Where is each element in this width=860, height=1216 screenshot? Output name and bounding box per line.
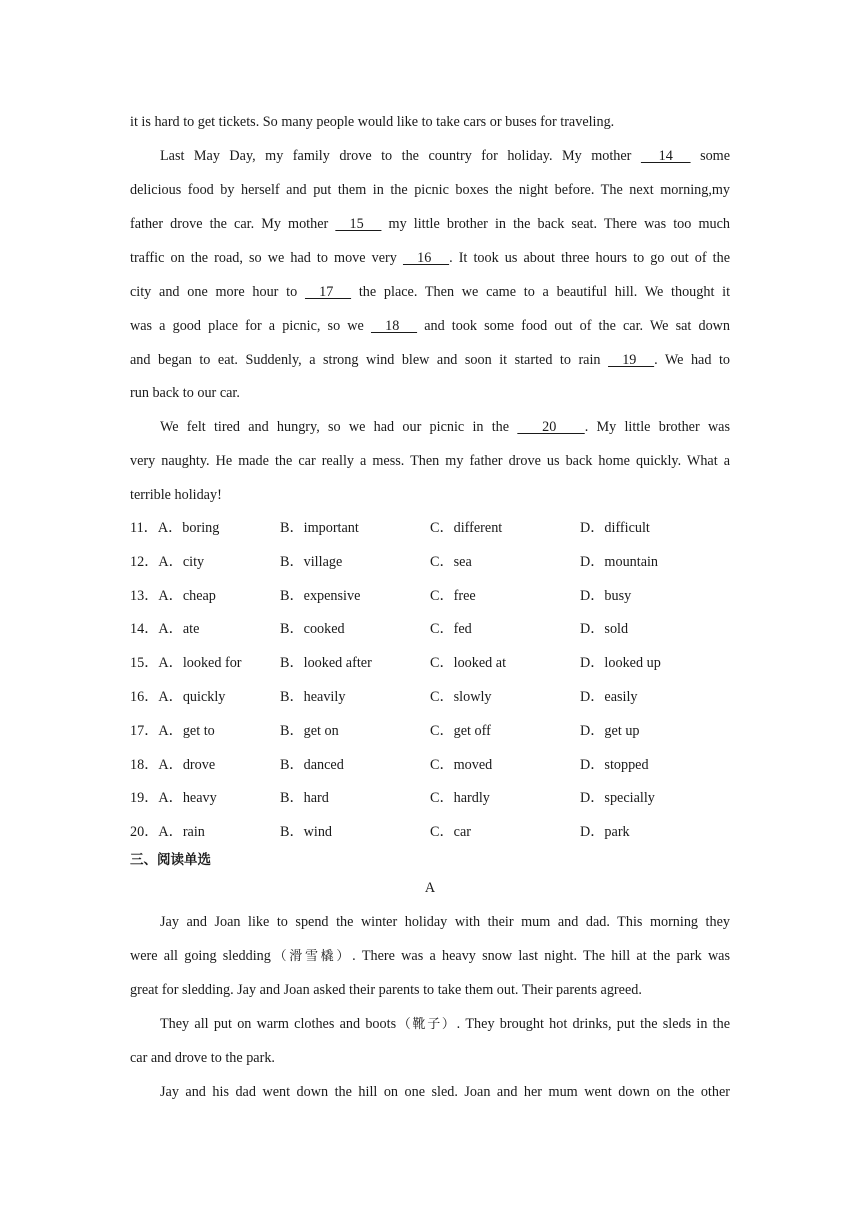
option-cell (580, 788, 655, 808)
passage-text: father drove the car. My mother (130, 216, 329, 232)
blank-19: 19 (608, 352, 655, 368)
option-cell (130, 619, 199, 639)
option-a: A．quickly (158, 689, 226, 705)
reading-text: Jay and his dad went down the hill on one sled. Joan and her mum went down on the other (160, 1084, 730, 1100)
passage-line (130, 316, 730, 336)
option-c: C．free (430, 587, 476, 604)
option-cell (280, 822, 332, 842)
option-b: B．village (280, 553, 343, 570)
option-cell (430, 788, 490, 808)
option-cell (430, 721, 491, 741)
question-number: 14． (130, 621, 159, 638)
option-c: C．car (430, 824, 471, 841)
passage-text: it is hard to get tickets. So many people would like to take cars or buses for traveling. (130, 114, 615, 130)
option-a: A．city (158, 553, 205, 570)
option-cell (280, 619, 345, 639)
chinese-gloss: （滑雪橇） (270, 949, 353, 964)
option-c: C．moved (430, 756, 493, 773)
option-cell (280, 687, 345, 707)
option-cell (280, 653, 372, 673)
blank-17: 17 (304, 284, 352, 300)
question-row (130, 518, 730, 538)
option-cell (130, 653, 242, 673)
reading-text: They all put on warm clothes and boots (160, 1016, 397, 1032)
passage-line (130, 485, 730, 505)
question-row (130, 755, 730, 775)
passage-text: terrible holiday! (130, 487, 222, 503)
option-cell (430, 653, 506, 673)
passage-text: some (700, 148, 731, 164)
question-number: 17． (130, 722, 159, 739)
reading-line (160, 912, 730, 932)
option-b: B．hard (280, 790, 329, 807)
option-d: D．sold (580, 621, 629, 638)
option-cell (580, 721, 640, 741)
option-cell (130, 552, 204, 572)
reading-text: great for sledding. Jay and Joan asked their parents to take them out. Their parents agreed. (130, 982, 642, 998)
option-b: B．get on (280, 722, 339, 739)
passage-line (130, 350, 730, 370)
option-cell (280, 586, 360, 606)
option-d: D．busy (580, 587, 632, 604)
option-b: B．looked after (280, 655, 372, 672)
option-d: D．difficult (580, 520, 650, 536)
passage-line (130, 282, 730, 302)
option-cell (430, 755, 492, 775)
passage-line (130, 451, 730, 471)
option-b: B．expensive (280, 587, 361, 604)
option-d: D．park (580, 824, 630, 841)
option-cell (430, 822, 471, 842)
passage-text: traffic on the road, so we had to move very (130, 250, 397, 266)
option-cell (280, 721, 339, 741)
option-cell (130, 518, 219, 538)
option-d: D．get up (580, 722, 640, 739)
question-number: 13． (130, 587, 159, 604)
passage-text: very naughty. He made the car really a mess. Then my father drove us back home quickly. What a (130, 453, 730, 469)
passage-line (160, 146, 730, 166)
option-cell (280, 755, 344, 775)
passage-text: Last May Day, my family drove to the country for holiday. My mother (160, 148, 632, 164)
passage-text: my little brother in the back seat. There was too much (388, 216, 730, 232)
question-row (130, 552, 730, 572)
option-cell (430, 552, 472, 572)
blank-16: 16 (402, 250, 450, 266)
reading-line (130, 946, 730, 966)
passage-text: . My little brother was (584, 419, 731, 435)
option-d: D．easily (580, 689, 638, 705)
passage-text: was a good place for a picnic, so we (130, 318, 364, 334)
option-c: C．hardly (430, 790, 490, 807)
passage-line (130, 214, 730, 234)
option-cell (130, 822, 205, 842)
option-c: C．different (430, 520, 503, 536)
option-cell (430, 586, 476, 606)
option-cell (580, 518, 650, 538)
reading-text: . There was a heavy snow last night. The hill at the park was (352, 948, 731, 964)
option-a: A．cheap (158, 587, 216, 604)
option-a: A．ate (158, 621, 200, 638)
option-b: B．heavily (280, 689, 346, 705)
reading-line (130, 980, 730, 1000)
option-b: B．wind (280, 824, 333, 841)
chinese-gloss: （靴子） (396, 1017, 457, 1032)
section-title: 三、阅读单选 (130, 852, 211, 868)
option-cell (580, 586, 631, 606)
reading-text: . They brought hot drinks, put the sleds in the (456, 1016, 730, 1032)
passage-line (130, 248, 730, 268)
reading-text: were all going sledding (130, 948, 271, 964)
option-cell (430, 619, 472, 639)
option-d: D．stopped (580, 756, 649, 773)
passage-text: . It took us about three hours to go out of the (449, 250, 730, 266)
passage-line (130, 180, 730, 200)
question-number: 20． (130, 824, 159, 841)
option-b: B．important (280, 520, 359, 536)
question-row (130, 822, 730, 842)
option-d: D．mountain (580, 553, 659, 570)
blank-14: 14 (640, 148, 691, 164)
option-b: B．danced (280, 756, 344, 773)
option-cell (130, 721, 215, 741)
option-cell (580, 552, 658, 572)
option-cell (580, 822, 630, 842)
option-d: D．looked up (580, 655, 661, 672)
option-c: C．get off (430, 722, 491, 739)
question-number: 15． (130, 655, 159, 672)
option-a: A．drove (158, 756, 216, 773)
option-cell (430, 518, 502, 538)
passage-line (160, 417, 730, 437)
passage-text: delicious food by herself and put them in the picnic boxes the night before. The next morning,my (130, 182, 730, 198)
passage-line (130, 383, 730, 403)
option-cell (280, 518, 359, 538)
reading-line (160, 1014, 730, 1034)
option-cell (130, 755, 215, 775)
passage-text: run back to our car. (130, 385, 240, 401)
reading-line (130, 1048, 730, 1068)
reading-text: car and drove to the park. (130, 1050, 275, 1066)
passage-text: city and one more hour to (130, 284, 298, 300)
reading-line (160, 1082, 730, 1102)
question-number: 11． (130, 520, 158, 536)
option-c: C．slowly (430, 689, 492, 705)
passage-text: and began to eat. Suddenly, a strong wind blew and soon it started to rain (130, 352, 601, 368)
passage-text: . We had to (654, 352, 730, 368)
option-b: B．cooked (280, 621, 345, 638)
question-number: 16． (130, 689, 159, 705)
option-cell (130, 788, 217, 808)
option-a: A．get to (158, 722, 215, 739)
blank-20: 20 (517, 419, 585, 435)
blank-15: 15 (335, 216, 382, 232)
option-cell (430, 687, 492, 707)
blank-18: 18 (370, 318, 418, 334)
passage-text: and took some food out of the car. We sat down (424, 318, 731, 334)
option-cell (580, 619, 628, 639)
question-row (130, 721, 730, 741)
option-c: C．fed (430, 621, 472, 638)
option-c: C．sea (430, 553, 472, 570)
option-cell (580, 687, 638, 707)
question-number: 18． (130, 756, 159, 773)
option-d: D．specially (580, 790, 655, 807)
question-row (130, 619, 730, 639)
passage-label: A (424, 880, 436, 896)
passage-line (130, 112, 730, 132)
option-a: A．looked for (158, 655, 242, 672)
question-row (130, 586, 730, 606)
question-number: 12． (130, 553, 159, 570)
option-cell (130, 687, 225, 707)
option-cell (130, 586, 216, 606)
question-row (130, 653, 730, 673)
option-a: A．rain (158, 824, 205, 841)
reading-text: Jay and Joan like to spend the winter holiday with their mum and dad. This morning they (160, 914, 730, 930)
option-a: A．boring (157, 520, 220, 536)
option-a: A．heavy (158, 790, 217, 807)
question-row (130, 788, 730, 808)
passage-text: the place. Then we came to a beautiful hill. We thought it (358, 284, 731, 300)
passage-text: We felt tired and hungry, so we had our picnic in the (160, 419, 510, 435)
option-cell (580, 755, 649, 775)
question-row (130, 687, 730, 707)
option-c: C．looked at (430, 655, 507, 672)
option-cell (280, 788, 329, 808)
question-number: 19． (130, 790, 159, 807)
option-cell (580, 653, 661, 673)
option-cell (280, 552, 342, 572)
